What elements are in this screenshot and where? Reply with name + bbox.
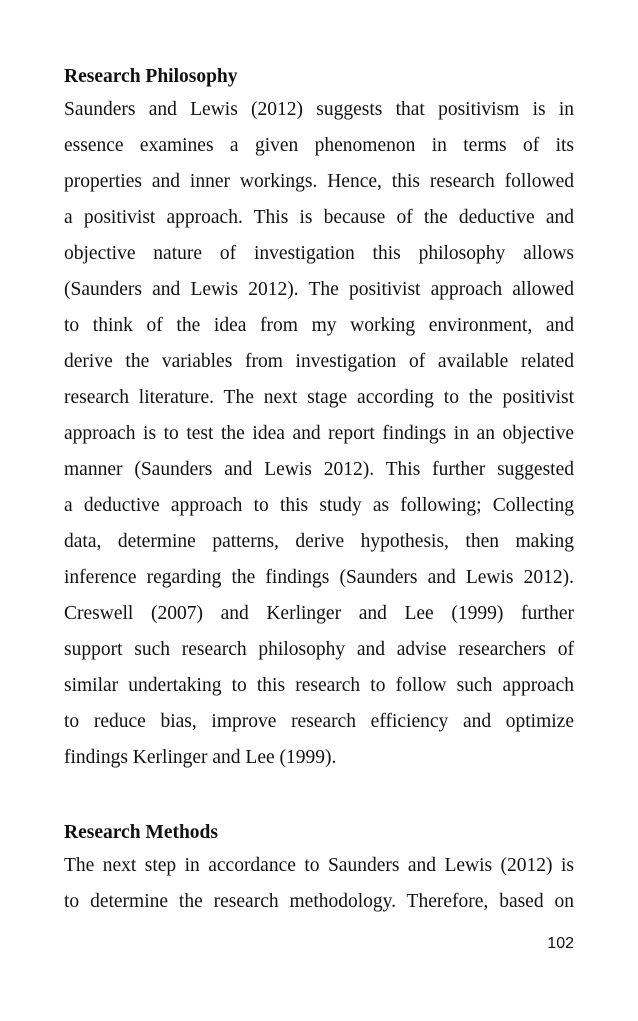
section-heading-research-methods: Research Methods <box>64 822 218 843</box>
text-line: approach is to test the idea and report findings in an objective <box>64 423 574 444</box>
page-number: 102 <box>547 935 574 952</box>
paragraph-research-philosophy <box>64 92 574 776</box>
text-line: Saunders and Lewis (2012) suggests that positivism is in <box>64 99 574 120</box>
text-line: support such research philosophy and advise researchers of <box>64 639 574 660</box>
text-line: The next step in accordance to Saunders and Lewis (2012) is <box>64 855 574 876</box>
section-spacer <box>64 776 574 818</box>
text-line: manner (Saunders and Lewis 2012). This further suggested <box>64 459 574 480</box>
text-line: to think of the idea from my working environment, and <box>64 315 574 336</box>
section-heading-research-philosophy: Research Philosophy <box>64 66 238 87</box>
text-line: a deductive approach to this study as following; Collecting <box>64 495 574 516</box>
text-line: research literature. The next stage according to the positivist <box>64 387 574 408</box>
text-line: (Saunders and Lewis 2012). The positivist approach allowed <box>64 279 574 300</box>
text-line: inference regarding the findings (Saunders and Lewis 2012). <box>64 567 574 588</box>
page-content <box>64 62 574 920</box>
text-line: findings Kerlinger and Lee (1999). <box>64 747 337 768</box>
text-line: essence examines a given phenomenon in terms of its <box>64 135 574 156</box>
text-line: to determine the research methodology. Therefore, based on <box>64 891 574 912</box>
text-line: Creswell (2007) and Kerlinger and Lee (1999) further <box>64 603 574 624</box>
text-line: properties and inner workings. Hence, this research followed <box>64 171 574 192</box>
text-line: objective nature of investigation this philosophy allows <box>64 243 574 264</box>
text-line: to reduce bias, improve research efficiency and optimize <box>64 711 574 732</box>
text-line: similar undertaking to this research to follow such approach <box>64 675 574 696</box>
text-line: derive the variables from investigation of available related <box>64 351 574 372</box>
paragraph-research-methods <box>64 848 574 920</box>
text-line: a positivist approach. This is because of the deductive and <box>64 207 574 228</box>
text-line: data, determine patterns, derive hypothesis, then making <box>64 531 574 552</box>
